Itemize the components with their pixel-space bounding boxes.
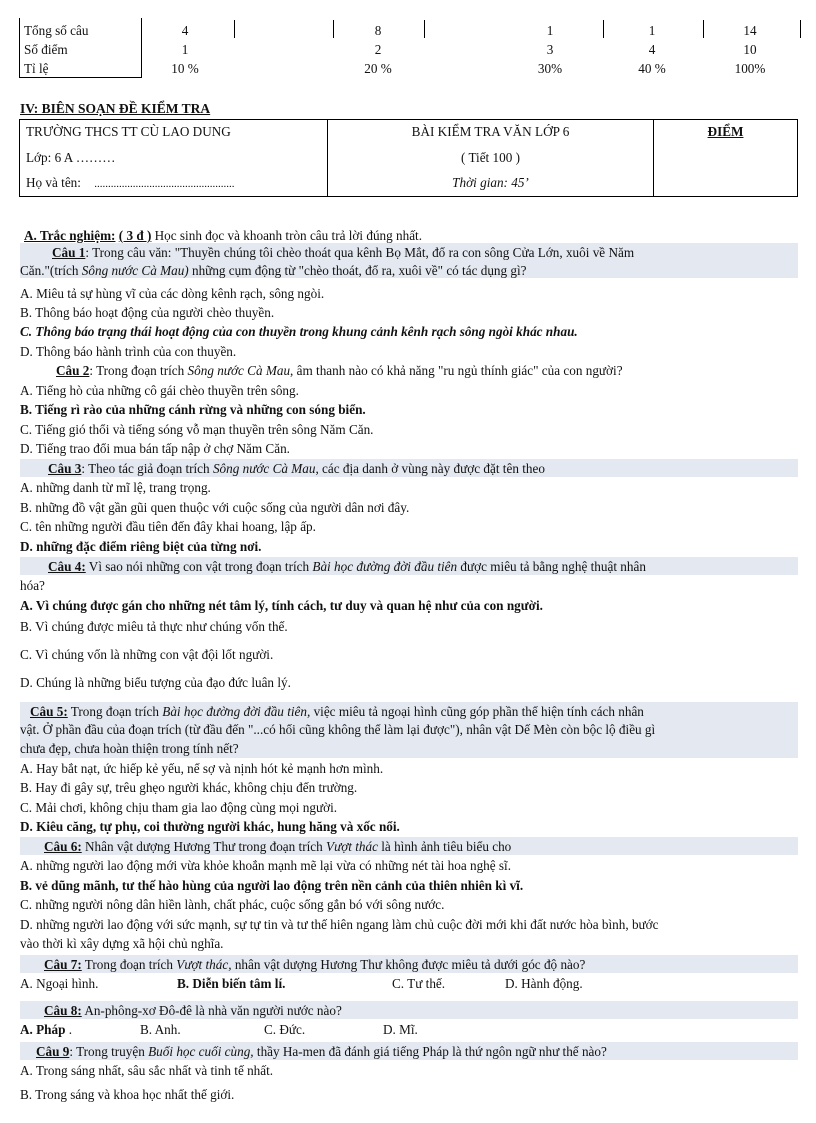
question-5-line-1	[30, 703, 644, 720]
answer-option: B. Thông báo hoạt động của người chèo thuyền.	[20, 305, 275, 320]
question-text: Căn."(trích	[20, 263, 79, 278]
exam-title: BÀI KIỂM TRA VĂN LỚP 6	[411, 124, 570, 139]
question-label: Câu 9	[36, 1044, 70, 1059]
answer-option: C. tên những người đầu tiên đến đây khai hoang, lập ấp.	[20, 519, 316, 534]
cell-value: 10 %	[171, 61, 199, 76]
row-label: Tổng số câu	[24, 23, 89, 38]
cell-value: 4	[181, 23, 189, 38]
work-title: Bài học đường đời đầu tiên,	[162, 704, 311, 719]
question-7-line-1	[44, 956, 585, 973]
question-9-line-1	[36, 1043, 607, 1060]
question-label: Câu 8:	[44, 1003, 82, 1018]
table-border	[424, 20, 425, 38]
answer-option: A. những danh từ mĩ lệ, trang trọng.	[20, 480, 211, 495]
question-text: những cụm động từ "chèo thoát, đổ ra, xuôi về" có tác dụng gì?	[191, 263, 527, 278]
question-4-line-1	[48, 558, 646, 575]
answer-option: D. những người lao động với sức mạnh, sự tự tin và tư thế hiên ngang làm chủ cuộc đời mới khi đất nước hòa bình, bước	[20, 917, 659, 932]
question-text: Trong đoạn trích	[84, 957, 173, 972]
cell-value: 10	[743, 42, 757, 57]
question-text: : Trong đoạn trích	[89, 363, 185, 378]
table-border-bottom	[19, 77, 142, 78]
answer-option-correct: D. Kiêu căng, tự phụ, coi thường người khác, hung hăng và xốc nổi.	[20, 819, 400, 834]
question-label: Câu 2	[56, 363, 90, 378]
answer-option: D. Tiếng trao đổi mua bán tấp nập ở chợ Năm Căn.	[20, 441, 290, 456]
answer-option-correct-dot: .	[68, 1022, 73, 1037]
question-1-line-2	[20, 262, 527, 279]
answer-option: A. những người lao động mới vừa khỏe khoắn mạnh mẽ lại vừa có những nét tài hoa nghệ sĩ.	[20, 858, 512, 873]
table-border	[703, 20, 704, 38]
work-title: Buổi học cuối cùng,	[148, 1044, 254, 1059]
answer-option-correct	[20, 1021, 72, 1038]
question-text: Nhân vật dượng Hương Thư trong đoạn trích	[85, 839, 323, 854]
cell-value: 8	[374, 23, 382, 38]
name-label	[26, 175, 234, 191]
question-text: , các địa danh ở vùng này được đặt tên theo	[315, 461, 545, 476]
question-label: Câu 4:	[48, 559, 86, 574]
question-label: Câu 5:	[30, 704, 68, 719]
name-label-text: Họ và tên:	[26, 175, 81, 190]
cell-value: 2	[374, 42, 382, 57]
answer-option-correct: C. Thông báo trạng thái hoạt động của con thuyền trong khung cảnh kênh rạch sông ngòi khác nhau.	[20, 324, 578, 339]
work-title: Vượt thác,	[176, 957, 232, 972]
table-border	[603, 20, 604, 38]
work-title: Sông nước Cà Mau	[212, 461, 316, 476]
answer-option: C. những người nông dân hiền lành, chất phác, cuộc sống gắn bó với sông nước.	[20, 897, 445, 912]
cell-value: 30%	[537, 61, 563, 76]
answer-option: B. Anh.	[140, 1022, 181, 1037]
question-2-line-1	[56, 362, 623, 379]
part-a-points: ( 3 đ )	[118, 228, 152, 243]
question-6-line-1	[44, 838, 511, 855]
question-text: việc miêu tả ngoại hình cũng góp phần thể hiện tính cách nhân	[313, 704, 644, 719]
answer-option: A. Ngoại hình.	[20, 976, 99, 991]
answer-option: D. Chúng là những biểu tượng của đạo đức luân lý.	[20, 675, 291, 690]
question-4-line-2: hóa?	[20, 578, 45, 593]
answer-option: D. Hành động.	[505, 976, 583, 991]
school-name: TRƯỜNG THCS TT CÙ LAO DUNG	[26, 124, 231, 139]
exam-period: ( Tiết 100 )	[461, 150, 520, 165]
question-text: thầy Ha-men đã đánh giá tiếng Pháp là thứ ngôn ngữ như thế nào?	[256, 1044, 607, 1059]
cell-value: 100%	[734, 61, 766, 76]
cell-value: 40 %	[638, 61, 666, 76]
section-title: IV: BIÊN SOẠN ĐỀ KIỂM TRA	[20, 101, 211, 116]
cell-value: 3	[546, 42, 554, 57]
row-label: Số điểm	[24, 42, 68, 57]
exam-time: Thời gian: 45’	[452, 175, 529, 190]
question-5-line-3: chưa đẹp, chưa hoàn thiện trong tính nết?	[20, 741, 239, 756]
score-label: ĐIỂM	[707, 124, 744, 139]
answer-option-correct-text: A. Pháp	[20, 1022, 66, 1037]
answer-option: D. Mĩ.	[383, 1022, 418, 1037]
header-border	[797, 119, 798, 197]
answer-option: C. Tư thế.	[392, 976, 446, 991]
answer-option: B. Vì chúng được miêu tả thực như chúng vốn thế.	[20, 619, 288, 634]
row-label: Tỉ lệ	[24, 61, 49, 76]
question-1-line-1	[52, 244, 634, 261]
answer-option: C. Mải chơi, không chịu tham gia lao động cùng mọi người.	[20, 800, 338, 815]
header-border	[19, 119, 20, 197]
question-text: , âm thanh nào có khả năng "ru ngủ thính giác" của con người?	[290, 363, 623, 378]
cell-value: 20 %	[364, 61, 392, 76]
answer-option: A. Miêu tả sự hùng vĩ của các dòng kênh rạch, sông ngòi.	[20, 286, 325, 301]
answer-option: B. Trong sáng và khoa học nhất thế giới.	[20, 1087, 235, 1102]
question-text: được miêu tả bằng nghệ thuật nhân	[460, 559, 646, 574]
answer-option-correct: D. những đặc điểm riêng biệt của từng nơi.	[20, 539, 262, 554]
question-label: Câu 7:	[44, 957, 82, 972]
part-a-instruction: Học sinh đọc và khoanh tròn câu trả lời đúng nhất.	[154, 228, 423, 243]
table-border	[333, 20, 334, 38]
cell-value: 1	[181, 42, 189, 57]
question-text: Trong đoạn trích	[70, 704, 159, 719]
table-border	[141, 18, 142, 77]
cell-value: 14	[743, 23, 757, 38]
answer-option: C. Đức.	[264, 1022, 306, 1037]
answer-option-correct: A. Vì chúng được gán cho những nét tâm lý, tính cách, tư duy và quan hệ như của con người.	[20, 598, 543, 613]
question-8-line-1	[44, 1002, 342, 1019]
work-title: Vượt thác	[326, 839, 378, 854]
work-title: Sông nước Cà Mau	[187, 363, 291, 378]
answer-option: C. Vì chúng vốn là những con vật đội lốt người.	[20, 647, 274, 662]
table-border	[234, 20, 235, 38]
question-label: Câu 1	[52, 245, 86, 260]
question-text: Vì sao nói những con vật trong đoạn trích	[88, 559, 310, 574]
answer-option-correct: B. vẻ dũng mãnh, tư thế hào hùng của người lao động trên nền cảnh của thiên nhiên kì vĩ.	[20, 878, 524, 893]
answer-option-correct: B. Diễn biến tâm lí.	[177, 976, 286, 991]
table-border-left	[19, 18, 20, 77]
question-text: : Trong câu văn: "Thuyền chúng tôi chèo thoát qua kênh Bọ Mắt, đổ ra con sông Cửa Lớn, xuôi về Năm	[85, 245, 635, 260]
question-text: : Trong truyện	[69, 1044, 145, 1059]
cell-value: 1	[648, 23, 656, 38]
cell-value: 4	[648, 42, 656, 57]
question-text: An-phông-xơ Đô-đê là nhà văn người nước nào?	[84, 1003, 342, 1018]
answer-option-correct: B. Tiếng rì rào của những cánh rừng và những con sóng biển.	[20, 402, 366, 417]
question-label: Câu 3	[48, 461, 82, 476]
header-border	[19, 119, 798, 120]
part-a-heading	[24, 227, 422, 244]
header-border	[19, 196, 798, 197]
answer-option: B. Hay đi gây sự, trêu ghẹo người khác, không chịu đến trường.	[20, 780, 358, 795]
class-label: Lớp: 6 A ………	[26, 150, 116, 165]
question-5-line-2: vật. Ở phần đầu của đoạn trích (từ đầu đến "...có hối cũng không thể làm lại được"), nhân vật Dế Mèn còn bộc lộ điều gì	[20, 722, 656, 737]
table-border	[800, 20, 801, 38]
answer-option: C. Tiếng gió thổi và tiếng sóng vỗ mạn thuyền trên sông Năm Căn.	[20, 422, 374, 437]
answer-option: A. Hay bắt nạt, ức hiếp kẻ yếu, nể sợ và nịnh hót kẻ mạnh hơn mình.	[20, 761, 384, 776]
work-title: Bài học đường đời đầu tiên	[312, 559, 458, 574]
answer-option: A. Trong sáng nhất, sâu sắc nhất và tinh tế nhất.	[20, 1063, 274, 1078]
question-3-line-1	[48, 460, 545, 477]
answer-option: D. Thông báo hành trình của con thuyền.	[20, 344, 237, 359]
question-text: nhân vật dượng Hương Thư không được miêu tả dưới góc độ nào?	[234, 957, 586, 972]
work-title: Sông nước Cà Mau)	[81, 263, 189, 278]
answer-option-continued: vào thời kì xây dựng xã hội chủ nghĩa.	[20, 936, 224, 951]
question-text: : Theo tác giả đoạn trích	[81, 461, 210, 476]
answer-option: A. Tiếng hò của những cô gái chèo thuyền trên sông.	[20, 383, 299, 398]
name-dots: ...................................................	[94, 178, 235, 190]
question-label: Câu 6:	[44, 839, 82, 854]
part-a-title: A. Trắc nghiệm:	[24, 228, 116, 243]
cell-value: 1	[546, 23, 554, 38]
answer-option: B. những đồ vật gần gũi quen thuộc với cuộc sống của người dân nơi đây.	[20, 500, 410, 515]
question-text: là hình ảnh tiêu biểu cho	[381, 839, 512, 854]
